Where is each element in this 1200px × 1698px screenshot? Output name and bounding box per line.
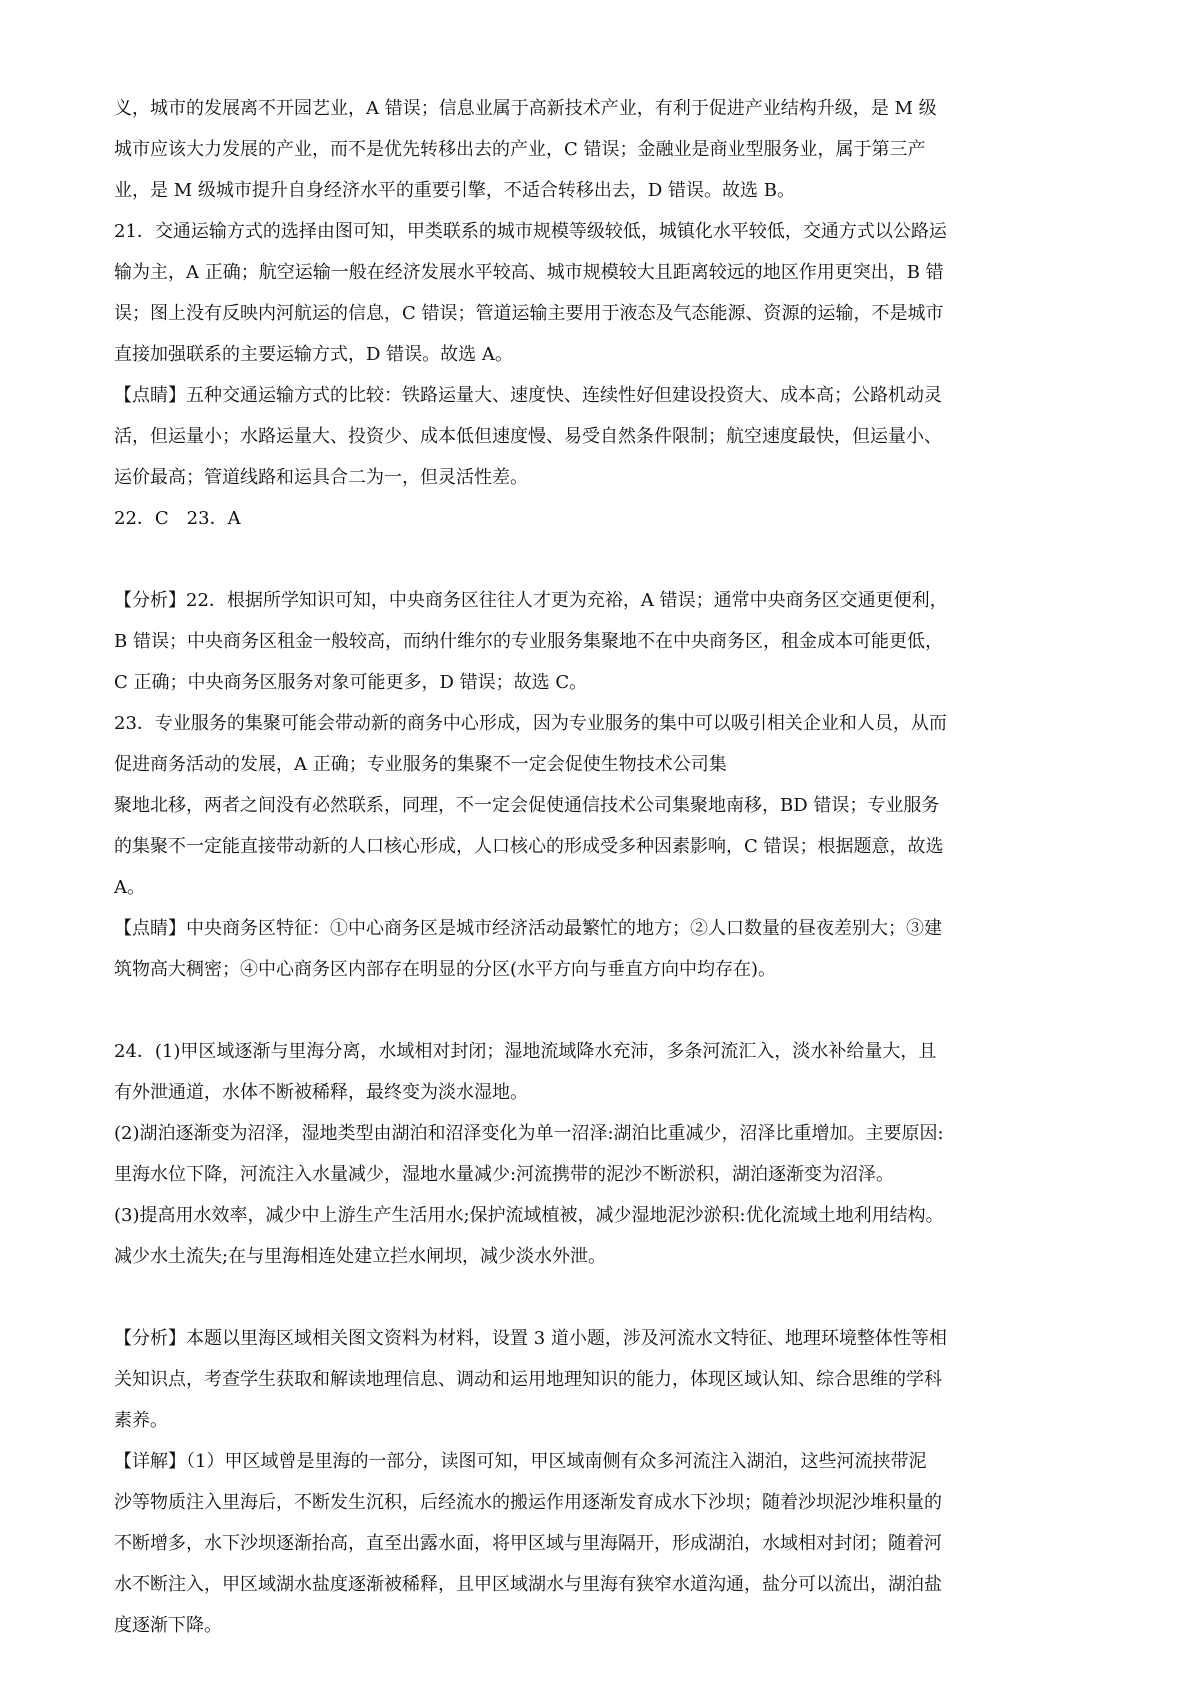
text-line: 关知识点，考查学生获取和解读地理信息、调动和运用地理知识的能力，体现区域认知、综合思维的学科 [114,1369,942,1390]
text-line: 【点睛】五种交通运输方式的比较：铁路运量大、速度快、连续性好但建设投资大、成本高；公路机动灵 [114,385,942,406]
text-line: 【点睛】中央商务区特征：①中心商务区是城市经济活动最繁忙的地方；②人口数量的昼夜差别大；③建 [114,918,942,939]
text-line: 聚地北移，两者之间没有必然联系，同理，不一定会促使通信技术公司集聚地南移，BD 错误；专业服务 [114,795,940,816]
text-line: 业，是 M 级城市提升自身经济水平的重要引擎，不适合转移出去，D 错误。故选 B。 [114,180,795,201]
text-line: 直接加强联系的主要运输方式，D 错误。故选 A。 [114,344,513,365]
text-line: 有外泄通道，水体不断被稀释，最终变为淡水湿地。 [114,1082,528,1103]
text-line: 促进商务活动的发展，A 正确；专业服务的集聚不一定会促使生物技术公司集 [114,754,727,775]
text-line: 运价最高；管道线路和运具合二为一，但灵活性差。 [114,467,528,488]
text-line: (3)提高用水效率，减少中上游生产生活用水;保护流域植被，减少湿地泥沙淤积:优化流域土地利用结构。 [114,1205,944,1226]
text-line: 义，城市的发展离不开园艺业，A 错误；信息业属于高新技术产业，有利于促进产业结构升级，是 M 级 [114,98,937,119]
text-line: 沙等物质注入里海后，不断发生沉积，后经流水的搬运作用逐渐发育成水下沙坝；随着沙坝泥沙堆积量的 [114,1492,942,1513]
text-line: 里海水位下降，河流注入水量减少，湿地水量减少:河流携带的泥沙不断淤积，湖泊逐渐变为沼泽。 [114,1164,895,1185]
answer-line: 22．C 23．A [114,508,241,529]
text-line: 【分析】22．根据所学知识可知，中央商务区往往人才更为充裕，A 错误；通常中央商务区交通更便利， [114,590,948,611]
text-line: 的集聚不一定能直接带动新的人口核心形成，人口核心的形成受多种因素影响，C 错误；根据题意，故选 [114,836,944,857]
text-line: 输为主，A 正确；航空运输一般在经济发展水平较高、城市规模较大且距离较远的地区作用更突出，B 错 [114,262,944,283]
text-line: 水不断注入，甲区域湖水盐度逐渐被稀释，且甲区域湖水与里海有狭窄水道沟通，盐分可以流出，湖泊盐 [114,1574,942,1595]
text-line: C 正确；中央商务区服务对象可能更多，D 错误；故选 C。 [114,672,588,693]
text-line: 21．交通运输方式的选择由图可知，甲类联系的城市规模等级较低，城镇化水平较低，交通方式以公路运 [114,221,947,242]
text-line: 【分析】本题以里海区域相关图文资料为材料，设置 3 道小题，涉及河流水文特征、地理环境整体性等相 [114,1328,947,1349]
blank-line [114,1277,1086,1318]
text-line: 误；图上没有反映内河航运的信息，C 错误；管道运输主要用于液态及气态能源、资源的运输，不是城市 [114,303,944,324]
text-line: 活，但运量小；水路运量大、投资少、成本低但速度慢、易受自然条件限制；航空速度最快，但运量小、 [114,426,942,447]
document-page [114,88,1086,1646]
text-line: A。 [114,877,145,898]
text-line: 【详解】（1）甲区域曾是里海的一部分，读图可知，甲区域南侧有众多河流注入湖泊，这些河流挟带泥 [114,1451,927,1472]
text-line: 23．专业服务的集聚可能会带动新的商务中心形成，因为专业服务的集中可以吸引相关企业和人员，从而 [114,713,947,734]
blank-line [114,990,1086,1031]
text-line: 素养。 [114,1410,168,1431]
text-line: (2)湖泊逐渐变为沼泽，湿地类型由湖泊和沼泽变化为单一沼泽:湖泊比重减少，沼泽比重增加。主要原因: [114,1123,944,1144]
text-line: 筑物高大稠密；④中心商务区内部存在明显的分区(水平方向与垂直方向中均存在)。 [114,959,777,980]
text-line: 不断增多，水下沙坝逐渐抬高，直至出露水面，将甲区域与里海隔开，形成湖泊，水域相对封闭；随着河 [114,1533,942,1554]
text-line: 24．(1)甲区域逐渐与里海分离，水域相对封闭；湿地流域降水充沛，多条河流汇入，淡水补给量大，且 [114,1041,937,1062]
text-line: B 错误；中央商务区租金一般较高，而纳什维尔的专业服务集聚地不在中央商务区，租金成本可能更低， [114,631,943,652]
text-line: 度逐渐下降。 [114,1615,222,1636]
text-line: 减少水土流失;在与里海相连处建立拦水闸坝，减少淡水外泄。 [114,1246,607,1267]
blank-line [114,539,1086,580]
text-line: 城市应该大力发展的产业，而不是优先转移出去的产业，C 错误；金融业是商业型服务业，属于第三产 [114,139,926,160]
